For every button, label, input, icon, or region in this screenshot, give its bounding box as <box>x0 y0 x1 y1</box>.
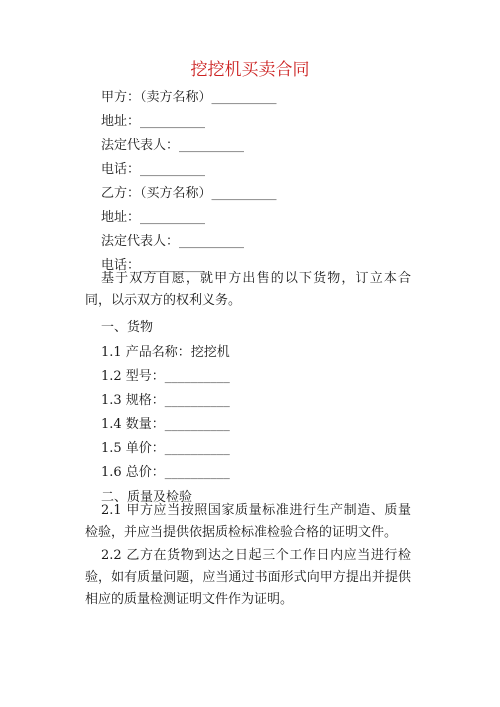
item-total-price: 1.6 总价：__________ <box>101 465 230 480</box>
section-goods-heading: 一、货物 <box>101 320 154 335</box>
item-unit-price: 1.5 单价：__________ <box>101 441 230 456</box>
party-a-address: 地址：__________ <box>101 114 206 129</box>
party-b-address: 地址：__________ <box>101 210 206 225</box>
section-quality-heading: 二、质量及检验 <box>101 490 193 505</box>
party-b-phone: 电话：__________ <box>101 258 206 273</box>
party-b-name: 乙方：（买方名称）__________ <box>101 186 277 201</box>
item-quantity: 1.4 数量：__________ <box>101 417 230 432</box>
document-title: 挖挖机买卖合同 <box>190 60 310 80</box>
item-spec: 1.3 规格：__________ <box>101 393 230 408</box>
item-model: 1.2 型号：__________ <box>101 369 230 384</box>
item-product-name: 1.1 产品名称：挖挖机 <box>101 345 230 360</box>
party-a-phone: 电话：__________ <box>101 162 206 177</box>
party-a-name: 甲方：（卖方名称）__________ <box>101 90 277 105</box>
clause-2-1: 2.1 甲方应当按照国家质量标准进行生产制造、质量检验，并应当提供依据质检标准检验合格的证明文件。 <box>85 503 411 540</box>
clause-2-2: 2.2 乙方在货物到达之日起三个工作日内应当进行检验，如有质量问题，应当通过书面形式向甲方提出并提供相应的质量检测证明文件作为证明。 <box>85 548 411 607</box>
party-a-representative: 法定代表人：__________ <box>101 138 245 153</box>
intro-paragraph: 基于双方自愿，就甲方出售的以下货物，订立本合同，以示双方的权利义务。 <box>85 271 411 308</box>
party-b-representative: 法定代表人：__________ <box>101 234 245 249</box>
